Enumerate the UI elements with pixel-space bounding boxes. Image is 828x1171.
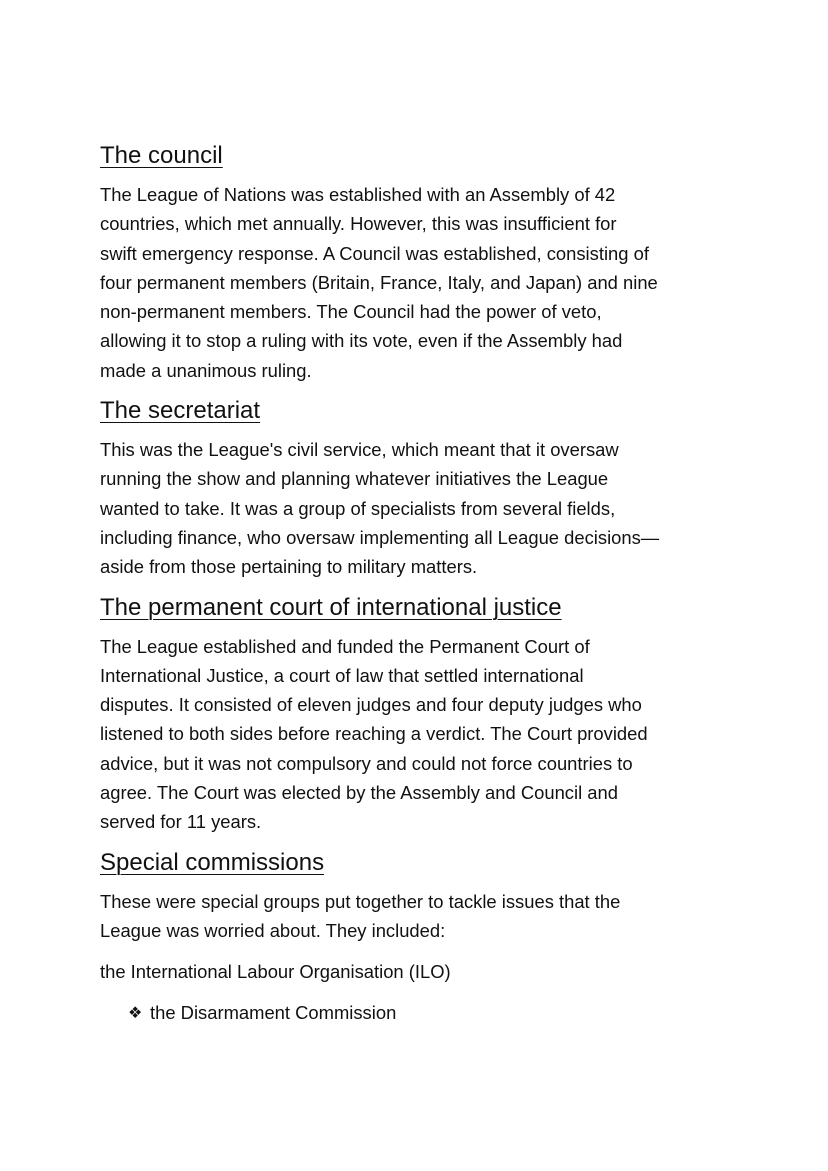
heading-permanent-court: The permanent court of international justice [100,593,562,621]
text-line: swift emergency response. A Council was established, consisting of [100,242,649,264]
paragraph-special-commissions [100,887,740,946]
text-line: These were special groups put together to tackle issues that the [100,890,621,912]
bullet-text: the Disarmament Commission [150,1001,397,1023]
list-item-disarmament [128,998,740,1027]
paragraph-the-secretariat [100,435,740,581]
text-line: countries, which met annually. However, this was insufficient for [100,213,617,235]
text-line: running the show and planning whatever initiatives the League [100,468,609,490]
list-item-ilo: the International Labour Organisation (ILO) [100,961,451,983]
text-line: The League of Nations was established with an Assembly of 42 [100,184,616,205]
text-line: wanted to take. It was a group of specialists from several fields, [100,497,616,519]
heading-the-secretariat: The secretariat [100,397,261,425]
text-line: advice, but it was not compulsory and could not force countries to [100,752,633,774]
text-line: listened to both sides before reaching a verdict. The Court provided [100,723,648,745]
heading-special-commissions: Special commissions [100,848,325,876]
text-line: non-permanent members. The Council had the power of veto, [100,301,602,323]
text-line: including finance, who oversaw implementing all League decisions— [100,526,660,548]
document-page [100,140,740,1027]
paragraph-the-council [100,180,740,385]
text-line: League was worried about. They included: [100,919,446,941]
text-line: made a unanimous ruling. [100,359,312,381]
text-line: allowing it to stop a ruling with its vote, even if the Assembly had [100,330,623,352]
text-line: served for 11 years. [100,811,262,833]
text-line: The League established and funded the Permanent Court of [100,635,590,657]
text-line: International Justice, a court of law that settled international [100,664,584,686]
text-line: disputes. It consisted of eleven judges and four deputy judges who [100,694,642,716]
heading-the-council: The council [100,142,223,169]
text-line: aside from those pertaining to military matters. [100,556,478,578]
paragraph-permanent-court [100,632,740,837]
text-line: agree. The Court was elected by the Assembly and Council and [100,782,618,804]
text-line: four permanent members (Britain, France, Italy, and Japan) and nine [100,271,658,293]
text-line: This was the League's civil service, which meant that it oversaw [100,439,619,461]
four-diamond-bullet-icon: ❖ [128,1002,143,1022]
